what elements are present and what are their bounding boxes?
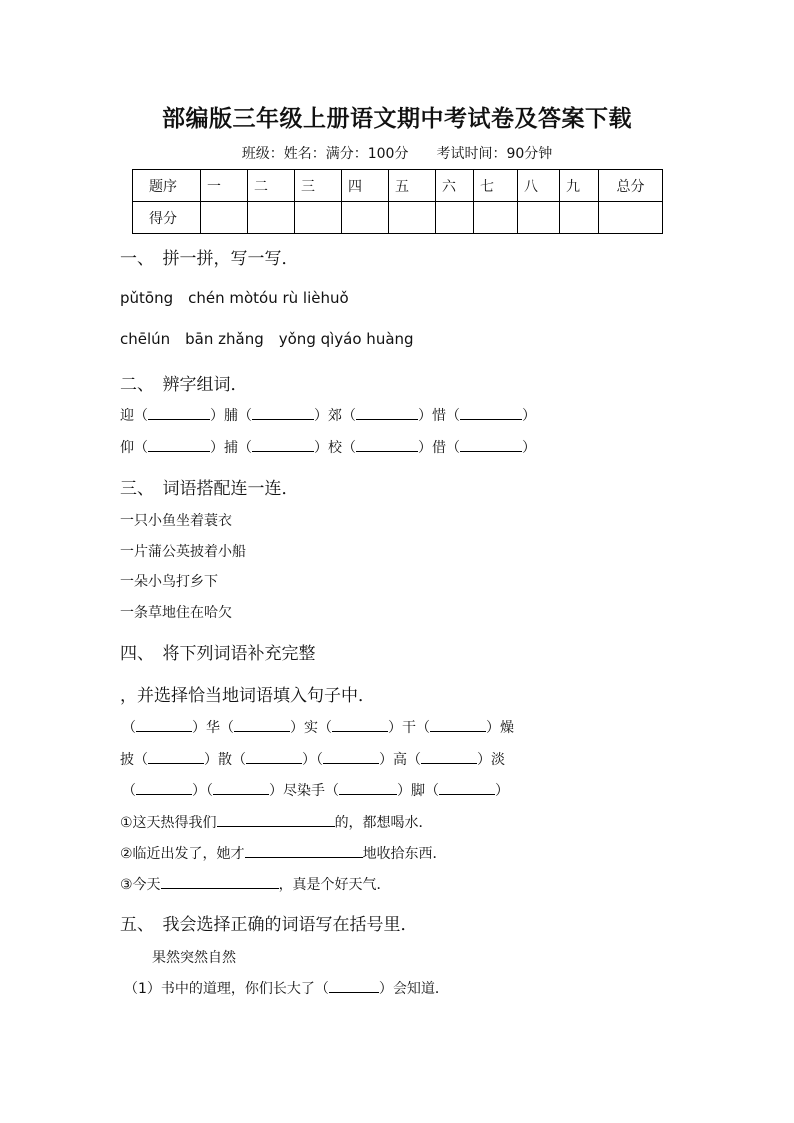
section-5-heading: 五、 我会选择正确的词语写在括号里．	[120, 915, 418, 935]
score-cell[interactable]	[248, 202, 295, 234]
char-label: ）脯（	[210, 408, 252, 424]
score-cell[interactable]	[599, 202, 663, 234]
question-part: ）会知道．	[378, 981, 449, 997]
section-3-heading: 三、 词语搭配连一连．	[120, 479, 299, 499]
score-cell[interactable]	[342, 202, 389, 234]
char-label: 迎（	[120, 408, 148, 424]
score-table-header-row	[133, 170, 663, 202]
match-line: 一朵小鸟打乡下	[120, 574, 218, 590]
answer-blank[interactable]	[323, 751, 379, 764]
char-label: ）借（	[418, 440, 460, 456]
exam-info: 班级：姓名：满分：100分 考试时间：90分钟	[241, 146, 553, 162]
header-cell: 一	[201, 170, 248, 202]
idiom-part: ）（	[192, 783, 213, 799]
header-cell: 六	[436, 170, 474, 202]
answer-blank[interactable]	[148, 751, 204, 764]
idiom-part: ）燥	[486, 720, 514, 736]
idiom-part: ）	[495, 783, 509, 799]
answer-blank[interactable]	[234, 719, 290, 732]
header-cell: 七	[474, 170, 518, 202]
section-2-heading: 二、 辨字组词．	[120, 375, 248, 395]
char-label: ）	[522, 440, 536, 456]
idiom-part: ）散（	[204, 752, 246, 768]
score-table	[132, 169, 663, 234]
header-cell: 九	[560, 170, 599, 202]
pinyin-line: pǔtōng chén mòtóu rù lièhuǒ	[120, 289, 349, 307]
match-line: 一条草地住在哈欠	[120, 605, 232, 621]
score-cell[interactable]	[474, 202, 518, 234]
answer-blank[interactable]	[421, 751, 477, 764]
answer-blank[interactable]	[136, 782, 192, 795]
score-cell[interactable]	[389, 202, 436, 234]
row-label: 得分	[133, 202, 201, 234]
answer-blank[interactable]	[460, 439, 522, 452]
fill-sentence	[120, 812, 433, 832]
char-label: ）校（	[314, 440, 356, 456]
score-cell[interactable]	[518, 202, 560, 234]
header-cell: 三	[295, 170, 342, 202]
answer-blank[interactable]	[329, 980, 379, 993]
idiom-part: 披（	[120, 752, 148, 768]
sentence-part: ②临近出发了，她才	[120, 846, 245, 862]
answer-blank[interactable]	[213, 782, 269, 795]
answer-blank[interactable]	[460, 407, 522, 420]
answer-blank[interactable]	[339, 782, 397, 795]
match-line: 一片蒲公英披着小船	[120, 544, 246, 560]
header-cell: 八	[518, 170, 560, 202]
answer-blank[interactable]	[217, 814, 335, 827]
pinyin-line: chēlún bān zhǎng yǒng qìyáo huàng	[120, 330, 414, 348]
answer-blank[interactable]	[430, 719, 486, 732]
sentence-part: ①这天热得我们	[120, 815, 217, 831]
idiom-part: ）脚（	[397, 783, 439, 799]
idiom-part: （	[122, 783, 136, 799]
idiom-part: ）（	[302, 752, 323, 768]
answer-blank[interactable]	[439, 782, 495, 795]
char-label: 仰（	[120, 440, 148, 456]
char-label: ）	[522, 408, 536, 424]
header-cell: 总分	[599, 170, 663, 202]
answer-blank[interactable]	[161, 876, 279, 889]
answer-blank[interactable]	[245, 845, 363, 858]
choice-question	[124, 978, 449, 998]
score-cell[interactable]	[560, 202, 599, 234]
score-cell[interactable]	[201, 202, 248, 234]
answer-blank[interactable]	[136, 719, 192, 732]
idiom-row	[122, 717, 514, 737]
score-table-score-row	[133, 202, 663, 234]
answer-blank[interactable]	[252, 439, 314, 452]
question-part: （1）书中的道理，你们长大了（	[124, 981, 329, 997]
header-cell: 题序	[133, 170, 201, 202]
word-options: 果然突然自然	[152, 950, 236, 966]
idiom-part: ）淡	[477, 752, 505, 768]
header-cell: 二	[248, 170, 295, 202]
answer-blank[interactable]	[332, 719, 388, 732]
match-line: 一只小鱼坐着蓑衣	[120, 513, 232, 529]
idiom-row	[120, 749, 505, 769]
idiom-part: ）华（	[192, 720, 234, 736]
idiom-part: ）干（	[388, 720, 430, 736]
answer-blank[interactable]	[148, 407, 210, 420]
idiom-part: ）实（	[290, 720, 332, 736]
header-cell: 四	[342, 170, 389, 202]
idiom-row	[122, 780, 509, 800]
idiom-part: ）尽染手（	[269, 783, 339, 799]
char-label: ）惜（	[418, 408, 460, 424]
idiom-part: ）高（	[379, 752, 421, 768]
section-4-heading: 四、 将下列词语补充完整	[120, 644, 316, 664]
sentence-part: 地收拾东西．	[362, 846, 447, 862]
idiom-part: （	[122, 720, 136, 736]
score-cell[interactable]	[436, 202, 474, 234]
char-label: ）郊（	[314, 408, 356, 424]
word-group-row	[120, 437, 536, 457]
score-cell[interactable]	[295, 202, 342, 234]
section-4-heading-cont: ，并选择恰当地词语填入句子中．	[120, 686, 375, 706]
answer-blank[interactable]	[148, 439, 210, 452]
sentence-part: 的，都想喝水．	[334, 815, 433, 831]
answer-blank[interactable]	[356, 439, 418, 452]
answer-blank[interactable]	[252, 407, 314, 420]
word-group-row	[120, 405, 536, 425]
header-cell: 五	[389, 170, 436, 202]
fill-sentence	[120, 874, 391, 894]
answer-blank[interactable]	[246, 751, 302, 764]
section-1-heading: 一、 拼一拼，写一写．	[120, 249, 299, 269]
answer-blank[interactable]	[356, 407, 418, 420]
sentence-part: ③今天	[120, 877, 161, 893]
page-title: 部编版三年级上册语文期中考试卷及答案下载	[162, 105, 632, 132]
sentence-part: ，真是个好天气．	[278, 877, 391, 893]
fill-sentence	[120, 843, 447, 863]
char-label: ）捕（	[210, 440, 252, 456]
